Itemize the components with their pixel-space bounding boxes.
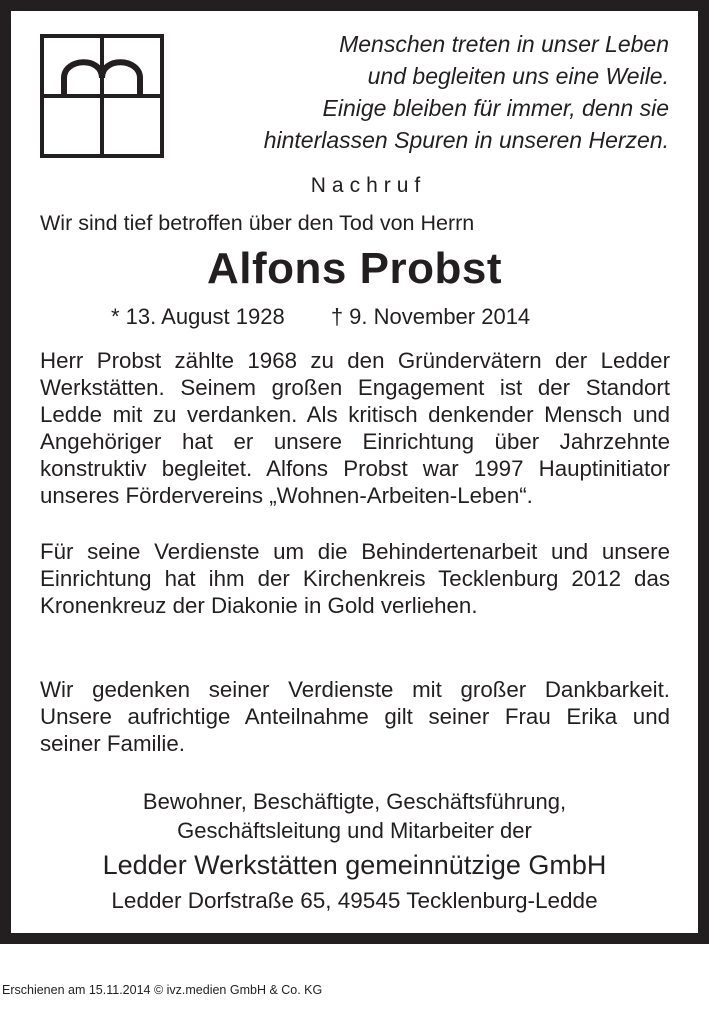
poem-line: hinterlassen Spuren in unseren Herzen. — [263, 127, 669, 153]
poem-line: Menschen treten in unser Leben — [339, 31, 669, 57]
death-date: † 9. November 2014 — [330, 304, 531, 329]
deceased-name: Alfons Probst — [207, 244, 502, 293]
organization-logo-icon — [40, 34, 164, 158]
organization-name: Ledder Werkstätten gemeinnützige GmbH — [102, 850, 607, 880]
publication-footer: Erschienen am 15.11.2014 © ivz.medien GmbH & Co. KG — [2, 983, 323, 997]
signature-line: Bewohner, Beschäftigte, Geschäftsführung, — [142, 789, 567, 814]
paragraph: Herr Probst zählte 1968 zu den Gründervätern der Ledder Werkstätten. Seinem großen Engagement ist der Standort Ledde mit zu verdanken. Als kritisch denkender Mensch und Angehöriger hat er unsere Einrichtung über Jahrzehnte konstruktiv begleitet. Alfons Probst war 1997 Hauptinitiator unseres Fördervereins „Wohnen-Arbeiten-Leben“. — [40, 348, 670, 508]
intro-text: Wir sind tief betroffen über den Tod von Herrn — [40, 211, 475, 235]
paragraph: Für seine Verdienste um die Behindertenarbeit und unsere Einrichtung hat ihm der Kirchenkreis Tecklenburg 2012 das Kronenkreuz der Diakonie in Gold verliehen. — [40, 539, 670, 618]
heading: Nachruf — [310, 174, 427, 197]
poem-line: Einige bleiben für immer, denn sie — [322, 95, 669, 121]
signature — [11, 787, 698, 845]
paragraph: Wir gedenken seiner Verdienste mit großer Dankbarkeit. Unsere aufrichtige Anteilnahme gilt seiner Frau Erika und seiner Familie. — [40, 677, 670, 756]
poem-line: und begleiten uns eine Weile. — [367, 63, 669, 89]
signature-line: Geschäftsleitung und Mitarbeiter der — [177, 818, 532, 843]
life-dates — [111, 304, 530, 330]
organization-address: Ledder Dorfstraße 65, 49545 Tecklenburg-Ledde — [111, 888, 598, 913]
poem — [199, 28, 669, 156]
birth-date: * 13. August 1928 — [111, 304, 285, 329]
